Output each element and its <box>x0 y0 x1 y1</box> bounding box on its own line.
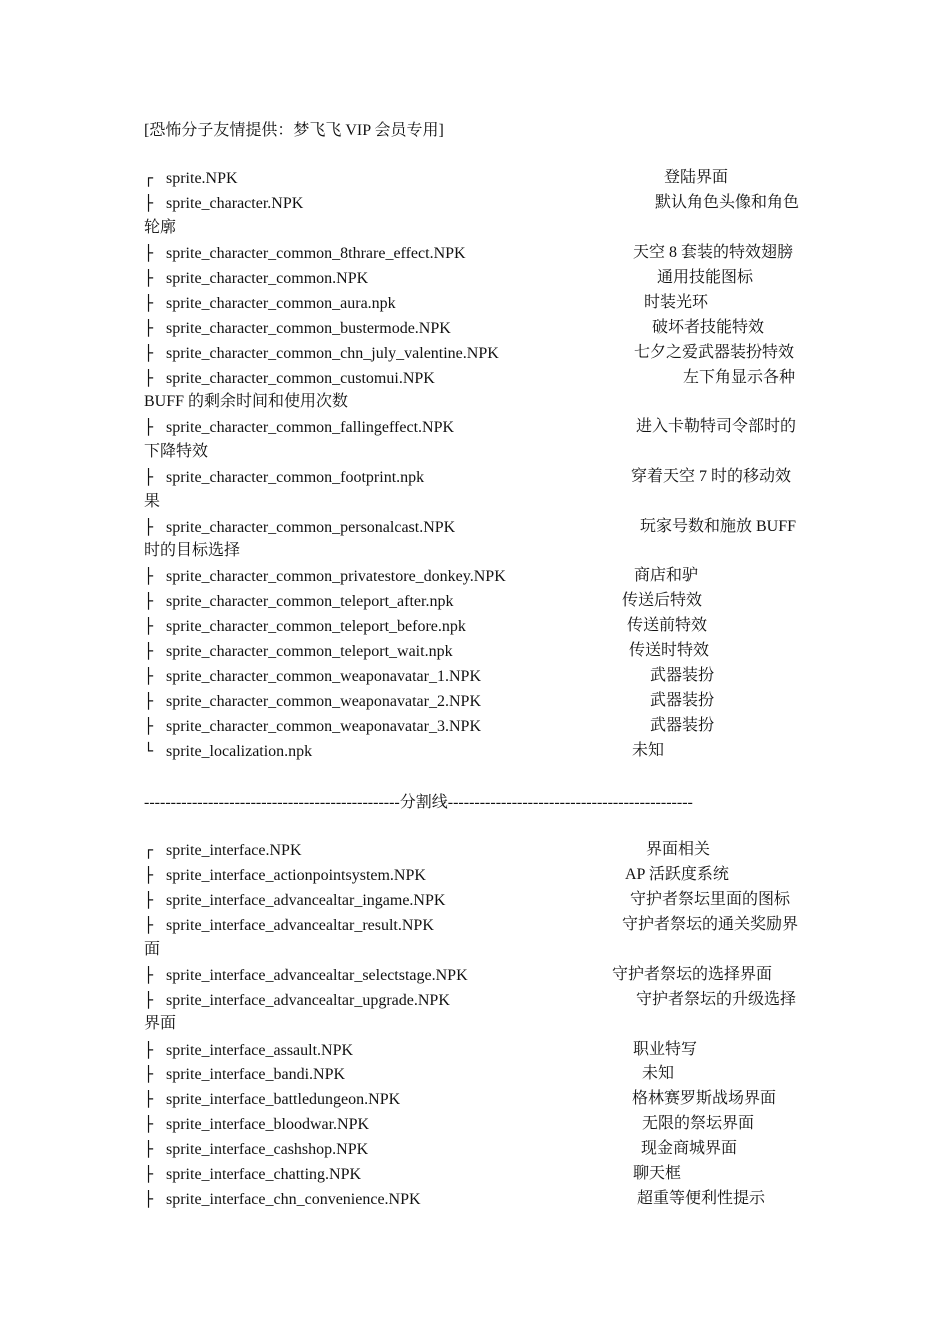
file-name: sprite_character_common_weaponavatar_2.NPK <box>166 693 481 710</box>
list-item <box>144 1162 361 1186</box>
tree-connector: ├ <box>144 468 154 486</box>
list-item <box>144 1137 368 1161</box>
file-name: sprite_interface_advancealtar_ingame.NPK <box>166 892 446 909</box>
tree-connector: ├ <box>144 692 154 710</box>
file-name: sprite_interface_advancealtar_result.NPK <box>166 917 434 934</box>
file-name: sprite_interface_assault.NPK <box>166 1042 354 1059</box>
file-description: 通用技能图标 <box>657 269 754 286</box>
file-description: 传送时特效 <box>629 642 710 659</box>
file-description-continuation: 下降特效 <box>144 443 209 460</box>
list-item <box>144 316 451 340</box>
file-description: 聊天框 <box>633 1165 682 1182</box>
file-description: 界面相关 <box>646 841 711 858</box>
tree-connector: ├ <box>144 194 154 212</box>
tree-connector: ├ <box>144 991 154 1009</box>
list-item <box>144 963 468 987</box>
list-item <box>144 988 450 1012</box>
file-name: sprite_interface_cashshop.NPK <box>166 1141 369 1158</box>
file-description: 格林赛罗斯战场界面 <box>632 1090 777 1107</box>
list-item <box>144 191 303 215</box>
tree-connector: ┌ <box>144 169 154 187</box>
tree-connector: ├ <box>144 1140 154 1158</box>
tree-connector: ├ <box>144 966 154 984</box>
section-divider: ------------------------------------------------分割线---------------------------------------------- <box>144 794 693 811</box>
list-item <box>144 1062 345 1086</box>
tree-connector: ├ <box>144 269 154 287</box>
list-item <box>144 1038 353 1062</box>
file-name: sprite_localization.npk <box>166 743 313 760</box>
file-description: 破坏者技能特效 <box>652 319 765 336</box>
file-name: sprite_character_common_8thrare_effect.NPK <box>166 245 466 262</box>
file-description-continuation: 界面 <box>144 1015 177 1032</box>
file-name: sprite_character_common_teleport_before.npk <box>166 618 466 635</box>
file-name: sprite_character_common_aura.npk <box>166 295 396 312</box>
file-description: 穿着天空 7 时的移动效 <box>631 468 792 485</box>
file-description: 武器装扮 <box>650 717 715 734</box>
file-description: AP 活跃度系统 <box>625 866 729 883</box>
file-name: sprite_interface_bloodwar.NPK <box>166 1116 370 1133</box>
file-name: sprite_character_common_customui.NPK <box>166 370 435 387</box>
tree-connector: ├ <box>144 1165 154 1183</box>
document-header: [恐怖分子友情提供：梦飞飞 VIP 会员专用] <box>144 122 444 139</box>
file-name: sprite_character_common_weaponavatar_3.NPK <box>166 718 481 735</box>
file-description: 左下角显示各种 <box>683 369 796 386</box>
list-item <box>144 1187 421 1211</box>
tree-connector: ├ <box>144 418 154 436</box>
tree-connector: ├ <box>144 1041 154 1059</box>
file-name: sprite.NPK <box>166 170 238 187</box>
list-item <box>144 564 506 588</box>
list-item <box>144 614 466 638</box>
file-description: 守护者祭坛的通关奖励界 <box>622 916 799 933</box>
tree-connector: ├ <box>144 1115 154 1133</box>
tree-connector: ├ <box>144 617 154 635</box>
file-description: 玩家号数和施放 BUFF <box>640 518 797 535</box>
file-description: 七夕之爱武器装扮特效 <box>634 344 795 361</box>
list-item <box>144 838 302 862</box>
file-description: 武器装扮 <box>650 692 715 709</box>
list-item <box>144 266 368 290</box>
file-description: 未知 <box>642 1065 675 1082</box>
tree-connector: ├ <box>144 866 154 884</box>
file-description: 现金商城界面 <box>641 1140 738 1157</box>
list-item <box>144 515 455 539</box>
list-item <box>144 415 454 439</box>
file-name: sprite_character_common.NPK <box>166 270 369 287</box>
file-description-continuation: 时的目标选择 <box>144 542 241 559</box>
file-name: sprite_character.NPK <box>166 195 304 212</box>
list-item <box>144 341 499 365</box>
file-name: sprite_character_common_teleport_wait.npk <box>166 643 453 660</box>
file-description: 无限的祭坛界面 <box>642 1115 755 1132</box>
file-name: sprite_interface_bandi.NPK <box>166 1066 346 1083</box>
list-item <box>144 639 453 663</box>
tree-connector: ├ <box>144 592 154 610</box>
tree-connector: ├ <box>144 567 154 585</box>
tree-connector: ├ <box>144 1090 154 1108</box>
file-description: 超重等便利性提示 <box>637 1190 766 1207</box>
list-item <box>144 739 312 763</box>
file-name: sprite_character_common_bustermode.NPK <box>166 320 451 337</box>
list-item <box>144 465 424 489</box>
list-item <box>144 241 466 265</box>
file-description: 职业特写 <box>633 1041 698 1058</box>
list-item <box>144 291 396 315</box>
list-item <box>144 913 434 937</box>
file-name: sprite_character_common_weaponavatar_1.NPK <box>166 668 481 685</box>
tree-connector: ├ <box>144 667 154 685</box>
file-name: sprite_interface_advancealtar_upgrade.NPK <box>166 992 450 1009</box>
list-item <box>144 888 445 912</box>
file-description: 默认角色头像和角色 <box>655 194 800 211</box>
file-name: sprite_character_common_privatestore_donkey.NPK <box>166 568 506 585</box>
list-item <box>144 366 435 390</box>
tree-connector: ├ <box>144 344 154 362</box>
tree-connector: ├ <box>144 244 154 262</box>
file-name: sprite_character_common_fallingeffect.NPK <box>166 419 455 436</box>
file-name: sprite_character_common_chn_july_valentine.NPK <box>166 345 499 362</box>
file-description: 天空 8 套装的特效翅膀 <box>633 244 794 261</box>
tree-connector: ├ <box>144 1065 154 1083</box>
list-item <box>144 714 481 738</box>
file-name: sprite_character_common_personalcast.NPK <box>166 519 456 536</box>
file-name: sprite_character_common_teleport_after.npk <box>166 593 454 610</box>
file-name: sprite_interface_battledungeon.NPK <box>166 1091 401 1108</box>
file-description: 时装光环 <box>644 294 709 311</box>
tree-connector: ├ <box>144 319 154 337</box>
file-description: 守护者祭坛里面的图标 <box>630 891 791 908</box>
tree-connector: ├ <box>144 642 154 660</box>
tree-connector: ┌ <box>144 841 154 859</box>
file-name: sprite_interface_chatting.NPK <box>166 1166 362 1183</box>
list-item <box>144 1087 400 1111</box>
file-description: 商店和驴 <box>634 567 699 584</box>
list-item <box>144 166 238 190</box>
tree-connector: ├ <box>144 294 154 312</box>
tree-connector: ├ <box>144 717 154 735</box>
list-item <box>144 1112 369 1136</box>
file-description: 武器装扮 <box>650 667 715 684</box>
file-description: 未知 <box>632 742 665 759</box>
file-description: 守护者祭坛的选择界面 <box>612 966 773 983</box>
list-item <box>144 664 481 688</box>
file-name: sprite_interface_chn_convenience.NPK <box>166 1191 421 1208</box>
list-item <box>144 589 453 613</box>
file-description: 进入卡勒特司令部时的 <box>636 418 797 435</box>
list-item <box>144 863 426 887</box>
list-item <box>144 689 481 713</box>
tree-connector: └ <box>144 742 154 760</box>
tree-connector: ├ <box>144 369 154 387</box>
file-description: 传送前特效 <box>627 617 708 634</box>
file-name: sprite_interface_advancealtar_selectstage.NPK <box>166 967 468 984</box>
tree-connector: ├ <box>144 1190 154 1208</box>
file-description-continuation: 果 <box>144 493 161 510</box>
tree-connector: ├ <box>144 891 154 909</box>
file-description-continuation: 轮廓 <box>144 219 177 236</box>
file-description: 传送后特效 <box>622 592 703 609</box>
file-description-continuation: BUFF 的剩余时间和使用次数 <box>144 393 349 410</box>
tree-connector: ├ <box>144 916 154 934</box>
file-name: sprite_interface.NPK <box>166 842 302 859</box>
file-name: sprite_interface_actionpointsystem.NPK <box>166 867 426 884</box>
file-description: 守护者祭坛的升级选择 <box>636 991 797 1008</box>
file-description: 登陆界面 <box>664 169 729 186</box>
file-description-continuation: 面 <box>144 941 161 958</box>
file-name: sprite_character_common_footprint.npk <box>166 469 425 486</box>
tree-connector: ├ <box>144 518 154 536</box>
